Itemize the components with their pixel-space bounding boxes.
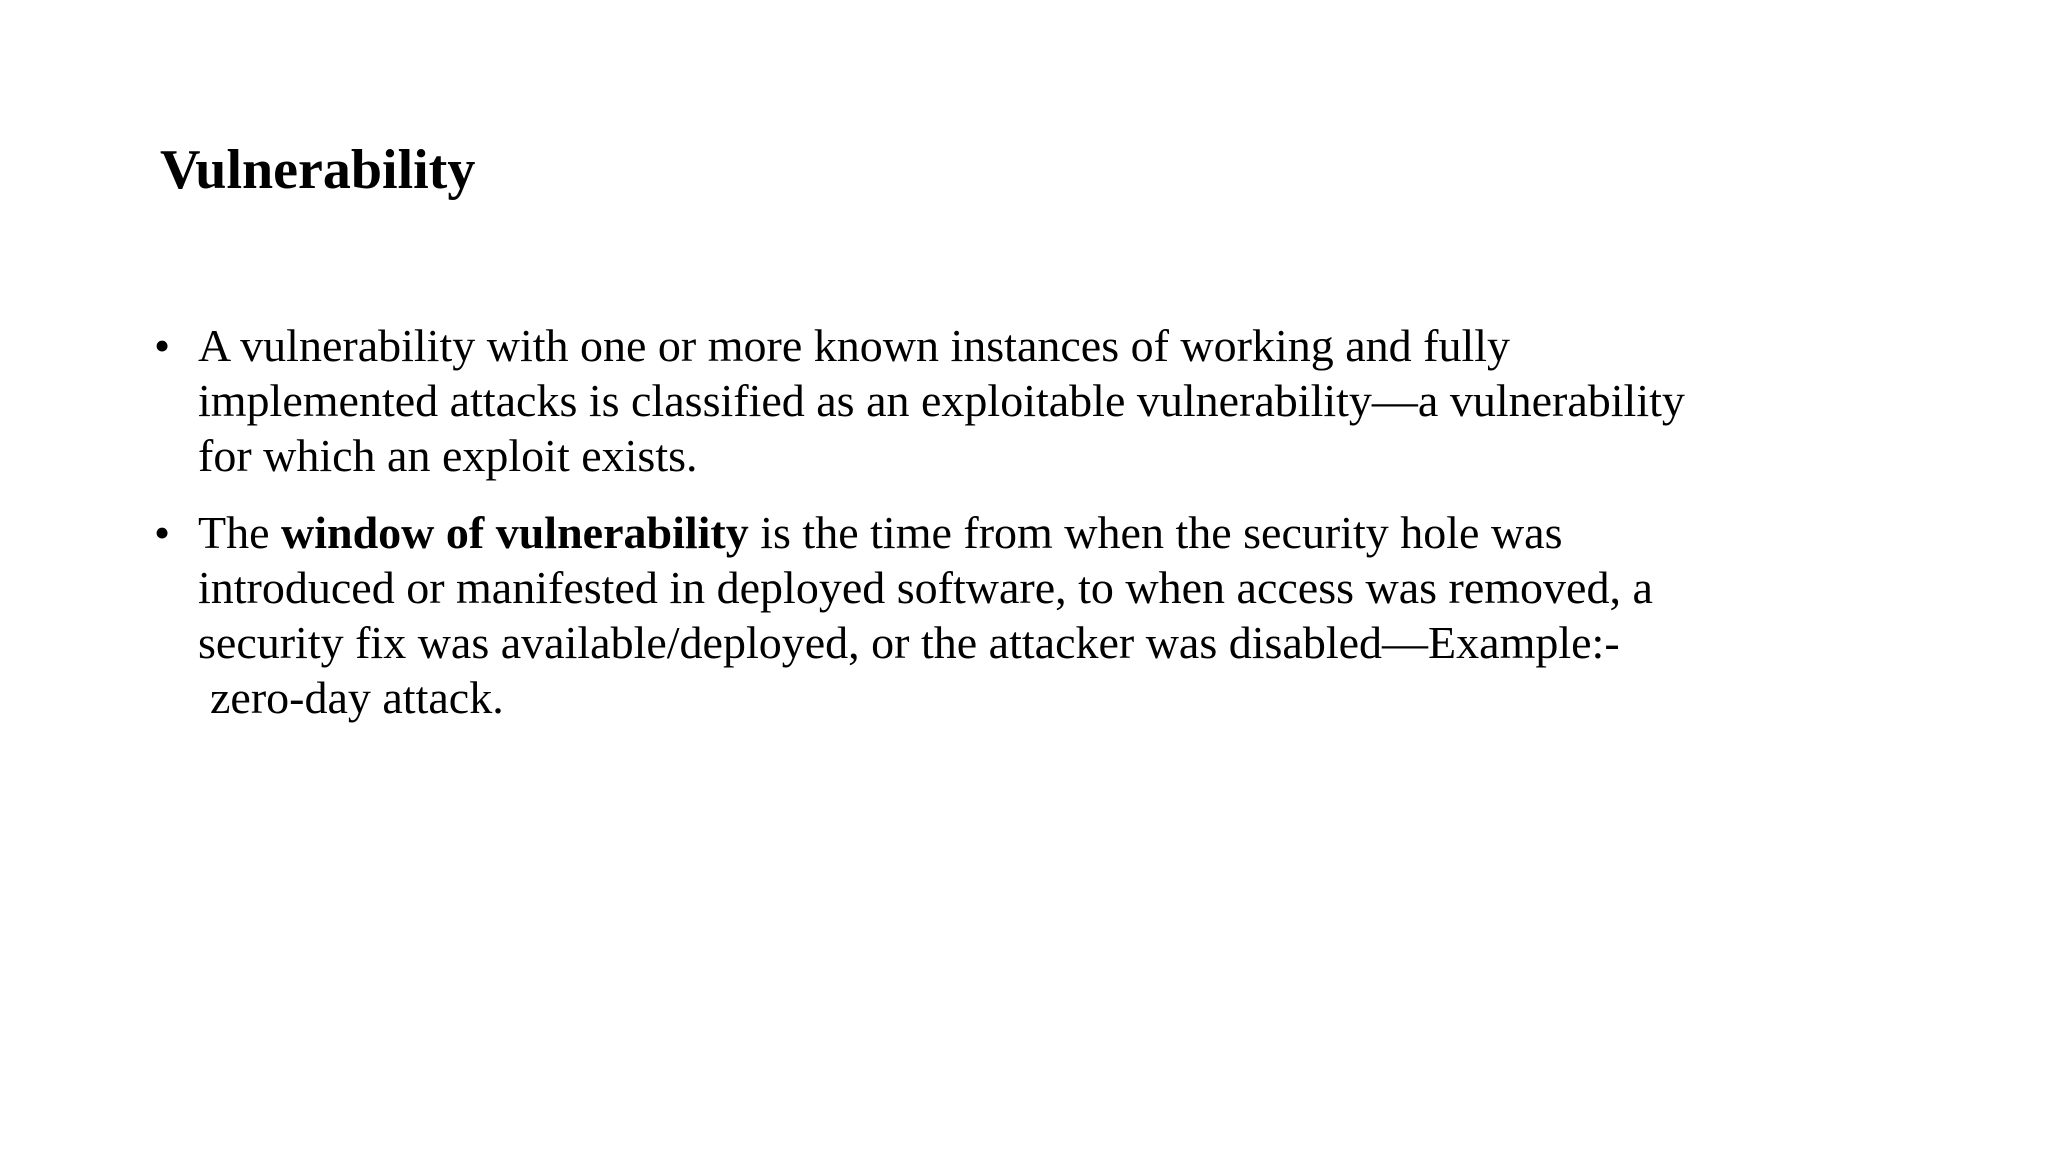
bullet-text-line: for which an exploit exists. [198, 430, 698, 481]
bullet-item-window [154, 505, 1914, 725]
bold-term: window of vulnerability [281, 507, 749, 558]
bullet-dot-icon: • [154, 320, 171, 371]
bullet-text-line: A vulnerability with one or more known instances of working and fully [198, 320, 1511, 371]
bullet-text-line: security fix was available/deployed, or the attacker was disabled—Example:- [198, 617, 1620, 668]
bullet-text-prefix: The [198, 507, 282, 558]
bullet-text-line [198, 505, 1914, 560]
bullet-item-exploitable [154, 318, 1914, 483]
bullet-text-rest: is the time from when the security hole was [748, 507, 1563, 558]
bullet-list [154, 318, 1914, 747]
bullet-text-line: zero-day attack. [210, 672, 504, 723]
slide-title: Vulnerability [160, 139, 476, 201]
bullet-text-line: introduced or manifested in deployed software, to when access was removed, a [198, 562, 1653, 613]
bullet-text-line: implemented attacks is classified as an exploitable vulnerability—a vulnerability [198, 375, 1685, 426]
bullet-dot-icon: • [154, 507, 171, 558]
